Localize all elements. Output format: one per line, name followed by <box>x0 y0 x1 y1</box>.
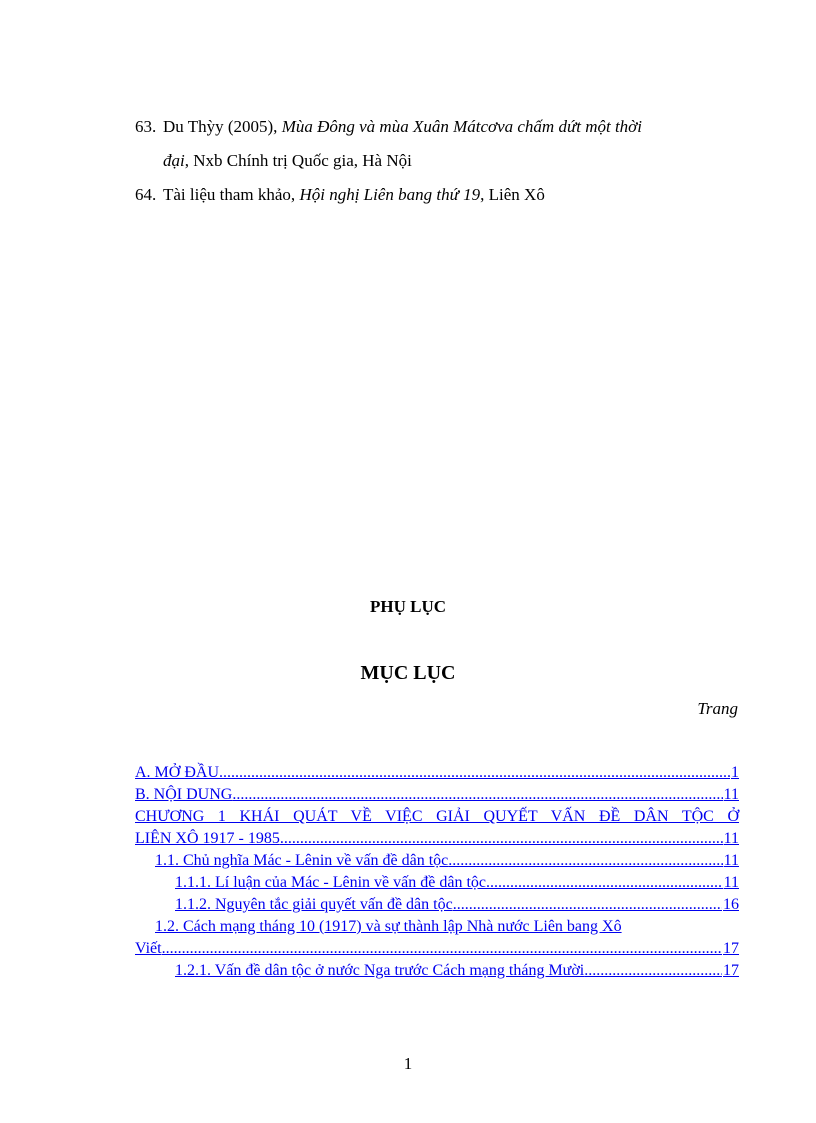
toc-entry-label: 1.1.2. Nguyên tắc giải quyết vấn đề dân tộc <box>175 896 453 913</box>
reference-64 <box>135 178 739 212</box>
toc-entry-label-cont: Viết <box>135 940 162 957</box>
toc-entry-page: 11 <box>723 852 739 869</box>
reference-title-cont: đại <box>163 151 185 170</box>
toc-entry-label: B. NỘI DUNG <box>135 786 233 803</box>
toc-entry-mo-dau[interactable] <box>135 762 739 784</box>
toc-entry-label: CHƯƠNG 1 KHÁI QUÁT VỀ VIỆC GIẢI QUYẾT VẤN ĐỀ DÂN TỘC Ở <box>135 808 739 825</box>
toc-entry-label: A. MỞ ĐẦU <box>135 764 219 781</box>
reference-title: Mùa Đông và mùa Xuân Mátcơva chấm dứt một thời <box>281 117 642 136</box>
reference-63 <box>135 110 739 178</box>
toc-entry-1-2[interactable] <box>135 916 739 960</box>
reference-prefix: Tài liệu tham khảo, <box>163 185 300 204</box>
toc-entry-1-2-1[interactable] <box>135 960 739 982</box>
toc-entry-label: 1.2. Cách mạng tháng 10 (1917) và sự thành lập Nhà nước Liên bang Xô <box>155 918 622 935</box>
toc-entry-page: 17 <box>723 962 739 979</box>
toc-entry-1-1[interactable] <box>135 850 739 872</box>
appendix-title: PHỤ LỤC <box>369 597 447 616</box>
toc-entry-1-1-1[interactable] <box>135 872 739 894</box>
page-column-label: Trang <box>697 699 738 718</box>
toc-entry-page: 16 <box>723 896 739 913</box>
reference-suffix: , Liên Xô <box>480 185 545 204</box>
toc-entry-label: 1.1.1. Lí luận của Mác - Lênin về vấn đề dân tộc <box>175 874 486 891</box>
page-number: 1 <box>403 1054 413 1073</box>
toc-entry-label: 1.2.1. Vấn đề dân tộc ở nước Nga trước Cách mạng tháng Mười <box>175 962 585 979</box>
toc-entry-label-cont: LIÊN XÔ 1917 - 1985 <box>135 830 280 847</box>
reference-number: 64. <box>135 185 157 204</box>
reference-number: 63. <box>135 117 157 136</box>
toc-entry-page: 11 <box>723 786 739 803</box>
toc-entry-page: 1 <box>731 764 739 781</box>
toc-entry-chuong-1[interactable] <box>135 806 739 850</box>
reference-publisher: , Nxb Chính trị Quốc gia, Hà Nội <box>184 151 412 170</box>
toc-entry-noi-dung[interactable] <box>135 784 739 806</box>
table-of-contents <box>135 762 739 982</box>
toc-entry-page: 11 <box>723 874 739 891</box>
toc-entry-label: 1.1. Chủ nghĩa Mác - Lênin về vấn đề dân tộc <box>155 852 449 869</box>
toc-entry-1-1-2[interactable] <box>135 894 739 916</box>
reference-author: Du Thỳy (2005), <box>163 117 282 136</box>
reference-title: Hội nghị Liên bang thứ 19 <box>299 185 481 204</box>
toc-title: MỤC LỤC <box>360 662 456 684</box>
toc-entry-page: 17 <box>723 940 739 957</box>
toc-entry-page: 11 <box>723 830 739 847</box>
